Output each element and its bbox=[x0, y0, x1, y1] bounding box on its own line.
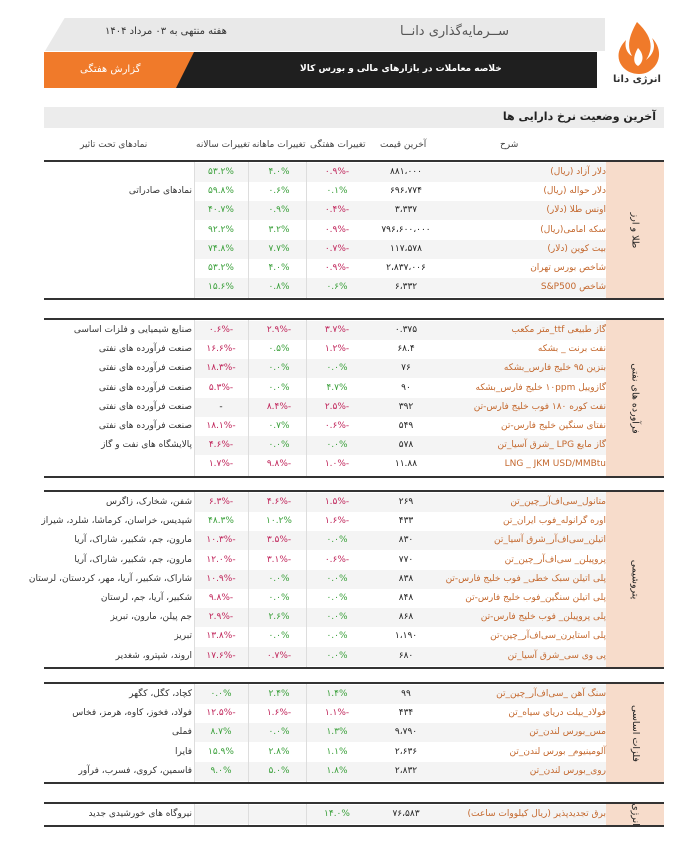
cell-desc: پی وی سی_شرق آسیا_تن bbox=[507, 650, 606, 661]
cell-monthly bbox=[254, 805, 304, 824]
cell-weekly: ۰.۰% bbox=[326, 631, 348, 642]
header-price: آخرین قیمت bbox=[380, 140, 427, 150]
cell-desc: مس_بورس لندن_تن bbox=[529, 727, 606, 738]
cell-monthly: ۰.۷% bbox=[268, 421, 290, 431]
cell-monthly: ۴.۰% bbox=[268, 263, 290, 273]
cell-weekly: -۱.۵% bbox=[324, 497, 350, 507]
cell-weekly: ۰.۰% bbox=[326, 440, 348, 451]
cell-price: ۹۹ bbox=[401, 689, 411, 699]
cell-price: ۷۷۰ bbox=[398, 554, 414, 565]
cell-yearly: ۴۰.۷% bbox=[208, 205, 234, 216]
summary-title: خلاصه معاملات در بازارهای مالی و بورس کالا bbox=[300, 64, 502, 74]
cell-monthly: ۱۰.۲% bbox=[266, 516, 292, 527]
cell-weekly: ۱.۱% bbox=[326, 746, 348, 757]
cell-symbols bbox=[46, 278, 192, 297]
cell-monthly: ۰.۶% bbox=[268, 186, 290, 197]
cell-price: ۳۹۲ bbox=[398, 401, 414, 412]
cell-price: ۷۶ bbox=[401, 363, 411, 374]
section-label bbox=[606, 492, 664, 667]
cell-price: ۸۳۸ bbox=[398, 573, 414, 584]
cell-weekly: ۱.۸% bbox=[326, 765, 348, 776]
cell-price: ۴۳۴ bbox=[398, 708, 414, 719]
section-label-text: فلزات اساسی bbox=[629, 704, 641, 762]
cell-yearly: -۴.۶% bbox=[208, 440, 234, 451]
cell-monthly: ۲.۴% bbox=[268, 689, 290, 699]
column-divider bbox=[306, 162, 307, 298]
cell-price: ۴۳۳ bbox=[398, 516, 414, 527]
cell-monthly: -۸.۴% bbox=[266, 401, 292, 412]
cell-monthly: ۰.۰% bbox=[268, 631, 290, 642]
cell-symbols: فایرا bbox=[174, 746, 192, 757]
cell-symbols: شاراک، شکبیر، آریا، مهر، کردستان، لرستان bbox=[28, 573, 192, 584]
cell-weekly: -۳.۷% bbox=[324, 325, 350, 335]
cell-symbols bbox=[46, 221, 192, 240]
cell-desc: LNG _ JKM USD/MMBtu bbox=[504, 459, 606, 470]
cell-desc: پلی اتیلن سنگین_فوب خلیج فارس-تن bbox=[465, 593, 606, 603]
cell-symbols: صنعت فرآورده های نفتی bbox=[98, 421, 192, 431]
cell-yearly: -۱۰.۳% bbox=[206, 535, 236, 546]
cell-symbols: پالایشگاه های نفت و گاز bbox=[101, 440, 192, 451]
header-yearly: تغییرات سالانه bbox=[196, 140, 250, 150]
cell-yearly: -۱۰.۹% bbox=[206, 573, 236, 584]
cell-symbols: شکبیر، آریا، جم، لرستان bbox=[100, 593, 192, 603]
cell-yearly: ۵۹.۸% bbox=[208, 186, 234, 197]
column-divider bbox=[248, 804, 249, 825]
cell-monthly: ۲.۶% bbox=[268, 612, 290, 623]
column-divider bbox=[248, 162, 249, 298]
column-divider bbox=[306, 804, 307, 825]
cell-symbols: نمادهای صادراتی bbox=[128, 186, 192, 197]
cell-yearly: -۱۳.۸% bbox=[206, 631, 236, 642]
cell-symbols: مارون، جم، شکبیر، شاراک، آریا bbox=[74, 554, 192, 565]
cell-weekly: -۰.۹% bbox=[324, 263, 350, 273]
cell-symbols bbox=[46, 240, 192, 259]
cell-yearly: -۱.۷% bbox=[208, 459, 234, 470]
section-label-text: طلا و ارز bbox=[629, 212, 641, 248]
cell-yearly: -۱۸.۱% bbox=[206, 421, 236, 431]
cell-price: ۳،۳۳۷ bbox=[394, 205, 418, 216]
cell-price: ۹۰ bbox=[401, 382, 411, 393]
cell-weekly: ۰.۰% bbox=[326, 535, 348, 546]
cell-price: ۲۶۹ bbox=[398, 497, 414, 507]
cell-symbols: شپدیس، خراسان، کرماشا، شلرد، شیراز bbox=[41, 516, 192, 527]
cell-desc: اتیلن_سی‌اف‌آر_شرق آسیا_تن bbox=[494, 535, 606, 546]
cell-desc: بیت کوین (دلار) bbox=[547, 243, 606, 254]
cell-symbols bbox=[46, 455, 192, 474]
cell-price: ۸۸۱،۰۰۰ bbox=[390, 167, 422, 177]
cell-desc: آلومینیوم_ بورس لندن_تن bbox=[509, 746, 606, 757]
cell-monthly: ۰.۰% bbox=[268, 363, 290, 374]
cell-monthly: ۵.۰% bbox=[268, 765, 290, 776]
cell-symbols: جم پیلن، مارون، تبریز bbox=[110, 612, 192, 623]
cell-yearly: -۱۲.۰% bbox=[206, 554, 236, 565]
cell-yearly: -۵.۳% bbox=[208, 382, 234, 393]
column-divider bbox=[248, 320, 249, 476]
cell-symbols: صنعت فرآورده های نفتی bbox=[98, 382, 192, 393]
header-monthly: تغییرات ماهانه bbox=[252, 140, 306, 150]
cell-desc: روی_بورس لندن_تن bbox=[529, 765, 606, 776]
cell-desc: پروپیلن_ سی‌اف‌آر_چین_تن bbox=[504, 554, 606, 565]
cell-price: ۶،۳۳۲ bbox=[394, 282, 418, 293]
cell-weekly: -۰.۹% bbox=[324, 167, 350, 177]
cell-monthly: -۳.۵% bbox=[266, 535, 292, 546]
column-divider bbox=[248, 492, 249, 667]
cell-yearly: -۱۸.۳% bbox=[206, 363, 236, 374]
column-divider bbox=[194, 320, 195, 476]
section-label-text: پتروشیمی bbox=[629, 559, 641, 600]
cell-symbols bbox=[46, 259, 192, 278]
cell-monthly: -۰.۷% bbox=[266, 650, 292, 661]
cell-price: ۸۳۰ bbox=[398, 535, 414, 546]
cell-desc: شاخص S&P500 bbox=[540, 282, 606, 293]
cell-desc: متانول_سی‌اف‌آر_چین_تن bbox=[510, 497, 606, 507]
cell-yearly: - bbox=[219, 401, 223, 412]
cell-yearly: -۶.۳% bbox=[208, 497, 234, 507]
cell-desc: گازوییل ۱۰ppm خلیج فارس_بشکه bbox=[475, 382, 606, 393]
cell-desc: برق تجدیدپذیر (ریال کیلووات ساعت) bbox=[467, 809, 606, 819]
cell-desc: اوره گرانوله_فوب ایران_تن bbox=[503, 516, 606, 527]
cell-monthly: ۰.۰% bbox=[268, 382, 290, 393]
cell-desc: اونس طلا (دلار) bbox=[546, 205, 606, 216]
cell-symbols: صنایع شیمیایی و فلزات اساسی bbox=[73, 325, 192, 335]
cell-monthly: -۳.۱% bbox=[266, 554, 292, 565]
cell-yearly: -۹.۸% bbox=[208, 593, 234, 603]
cell-monthly: ۰.۰% bbox=[268, 593, 290, 603]
cell-yearly: ۹.۰% bbox=[210, 765, 232, 776]
cell-weekly: -۱.۲% bbox=[324, 344, 350, 355]
cell-price: ۱۱۷،۵۷۸ bbox=[390, 243, 422, 254]
cell-desc: دلار حواله (ریال) bbox=[543, 186, 606, 197]
cell-desc: دلار آزاد (ریال) bbox=[550, 167, 606, 177]
week-label: هفته منتهی به ۰۳ مرداد ۱۴۰۴ bbox=[105, 26, 227, 37]
column-divider bbox=[194, 492, 195, 667]
cell-monthly: ۰.۸% bbox=[268, 282, 290, 293]
cell-yearly: ۰.۰% bbox=[210, 689, 232, 699]
cell-weekly: ۰.۰% bbox=[326, 650, 348, 661]
cell-desc: نفتای سنگین خلیج فارس-تن bbox=[501, 421, 606, 431]
cell-weekly: -۰.۴% bbox=[324, 205, 350, 216]
cell-weekly: -۰.۶% bbox=[324, 554, 350, 565]
cell-symbols: کچاد، کگل، کگهر bbox=[129, 689, 192, 699]
cell-desc: سنگ آهن _سی‌اف‌آر_چین_تن bbox=[496, 689, 606, 699]
column-divider bbox=[306, 684, 307, 782]
section-label bbox=[606, 684, 664, 782]
cell-monthly: ۴.۰% bbox=[268, 167, 290, 177]
cell-monthly: -۲.۹% bbox=[266, 325, 292, 335]
cell-yearly: -۱۶.۶% bbox=[206, 344, 236, 355]
cell-price: ۲،۸۳۲ bbox=[394, 765, 418, 776]
cell-monthly: -۴.۶% bbox=[266, 497, 292, 507]
cell-price: ۸۶۸ bbox=[398, 612, 414, 623]
cell-symbols: فاسمین، کروی، فسرب، فرآور bbox=[78, 765, 192, 776]
cell-yearly: ۱۵.۶% bbox=[208, 282, 234, 293]
cell-price: ۵۷۸ bbox=[398, 440, 414, 451]
cell-yearly: ۵۳.۲% bbox=[208, 263, 234, 273]
column-divider bbox=[194, 804, 195, 825]
cell-symbols bbox=[46, 201, 192, 220]
cell-yearly: ۸.۷% bbox=[210, 727, 232, 738]
cell-price: ۰.۳۷۵ bbox=[394, 325, 418, 335]
cell-desc: گاز طبیعی ttf_متر مکعب bbox=[511, 325, 606, 335]
cell-desc: فولاد_بیلت دریای سیاه_تن bbox=[508, 708, 606, 719]
cell-weekly: -۰.۷% bbox=[324, 243, 350, 254]
cell-price: ۵۴۹ bbox=[398, 421, 414, 431]
cell-yearly: -۱۷.۶% bbox=[206, 650, 236, 661]
cell-weekly: ۰.۰% bbox=[326, 363, 348, 374]
cell-weekly: -۲.۵% bbox=[324, 401, 350, 412]
cell-desc: سکه امامی(ریال) bbox=[540, 224, 606, 235]
cell-symbols: فملی bbox=[172, 727, 192, 738]
cell-monthly: ۳.۲% bbox=[268, 224, 290, 235]
cell-price: ۶۸۰ bbox=[398, 650, 414, 661]
cell-weekly: -۱.۱% bbox=[324, 708, 350, 719]
cell-yearly: ۹۲.۲% bbox=[208, 224, 234, 235]
header-weekly: تغییرات هفتگی bbox=[310, 140, 366, 150]
cell-yearly: -۱۲.۵% bbox=[206, 708, 236, 719]
logo-text: انرژی دانا bbox=[613, 74, 661, 85]
cell-weekly: ۰.۰% bbox=[326, 573, 348, 584]
cell-desc: بنزین ۹۵ خلیج فارس_بشکه bbox=[503, 363, 606, 374]
cell-weekly: ۰.۱% bbox=[326, 186, 348, 197]
cell-desc: پلی استایرن_سی‌اف‌آر_چین-تن bbox=[490, 631, 606, 642]
cell-price: ۸۴۸ bbox=[398, 593, 414, 603]
column-divider bbox=[194, 162, 195, 298]
cell-weekly: -۱.۰% bbox=[324, 459, 350, 470]
cell-symbols bbox=[46, 163, 192, 182]
cell-desc: گاز مایع LPG _شرق آسیا_تن bbox=[497, 440, 606, 451]
cell-monthly: ۷.۷% bbox=[268, 243, 290, 254]
cell-yearly: ۷۴.۸% bbox=[208, 243, 234, 254]
column-divider bbox=[194, 684, 195, 782]
header-symbols: نمادهای تحت تاثیر bbox=[80, 140, 148, 150]
cell-weekly: ۱۴.۰% bbox=[324, 809, 350, 819]
cell-monthly: ۰.۰% bbox=[268, 727, 290, 738]
column-divider bbox=[306, 492, 307, 667]
cell-weekly: -۱.۶% bbox=[324, 516, 350, 527]
cell-desc: شاخص بورس تهران bbox=[530, 263, 606, 273]
cell-yearly: -۰.۶% bbox=[208, 325, 234, 335]
cell-monthly: ۰.۰% bbox=[268, 440, 290, 451]
brand-title: ســرمایه‌گذاری دانــا bbox=[400, 24, 510, 39]
cell-yearly bbox=[196, 805, 246, 824]
cell-symbols: مارون، جم، شکبیر، شاراک، آریا bbox=[74, 535, 192, 546]
cell-yearly: ۵۳.۲% bbox=[208, 167, 234, 177]
cell-monthly: ۰.۰% bbox=[268, 573, 290, 584]
cell-weekly: ۴.۷% bbox=[326, 382, 348, 393]
cell-weekly: -۰.۹% bbox=[324, 224, 350, 235]
section-label-text: انرژی bbox=[629, 803, 641, 826]
cell-yearly: -۲.۹% bbox=[208, 612, 234, 623]
cell-price: ۷۹۶،۶۰۰،۰۰۰ bbox=[381, 224, 431, 235]
column-divider bbox=[306, 320, 307, 476]
cell-price: ۶۸.۴ bbox=[397, 344, 415, 355]
cell-weekly: ۰.۰% bbox=[326, 593, 348, 603]
cell-price: ۲،۸۳۷،۰۰۶ bbox=[386, 263, 426, 273]
section-label-text: فرآورده های نفتی bbox=[629, 362, 641, 434]
cell-symbols: صنعت فرآورده های نفتی bbox=[98, 401, 192, 412]
cell-price: ۲،۶۳۶ bbox=[394, 746, 418, 757]
section-label bbox=[606, 804, 664, 825]
cell-weekly: ۰.۰% bbox=[326, 612, 348, 623]
cell-price: ۶۹۶،۷۷۴ bbox=[390, 186, 422, 197]
cell-yearly: ۴۸.۳% bbox=[208, 516, 234, 527]
header-desc: شرح bbox=[500, 140, 519, 150]
cell-symbols: تبریز bbox=[174, 631, 192, 642]
cell-symbols: نیروگاه های خورشیدی جدید bbox=[88, 809, 192, 819]
cell-monthly: -۱.۶% bbox=[266, 708, 292, 719]
cell-desc: پلی پروپیلن_ فوب خلیج فارس-تن bbox=[480, 612, 606, 623]
column-divider bbox=[248, 684, 249, 782]
cell-monthly: ۰.۵% bbox=[268, 344, 290, 355]
cell-desc: پلی اتیلن سبک خطی_ فوب خلیج فارس-تن bbox=[445, 573, 606, 584]
cell-price: ۹،۷۹۰ bbox=[394, 727, 418, 738]
cell-price: ۱،۱۹۰ bbox=[394, 631, 418, 642]
cell-weekly: -۰.۶% bbox=[324, 421, 350, 431]
cell-weekly: ۱.۴% bbox=[326, 689, 348, 699]
cell-desc: نفت برنت _ بشکه bbox=[537, 344, 606, 355]
table-title: آخرین وضعیت نرخ دارایی ها bbox=[502, 110, 656, 123]
section-label bbox=[606, 162, 664, 298]
cell-desc: نفت کوره ۱۸۰ فوب خلیج فارس-تن bbox=[473, 401, 606, 412]
cell-symbols: اروند، شپترو، شغدیر bbox=[115, 650, 192, 661]
section-label bbox=[606, 320, 664, 476]
cell-price: ۷۶،۵۸۳ bbox=[392, 809, 420, 819]
report-type: گزارش هفتگی bbox=[80, 64, 141, 75]
cell-weekly: ۰.۶% bbox=[326, 282, 348, 293]
cell-symbols: صنعت فرآورده های نفتی bbox=[98, 344, 192, 355]
cell-monthly: ۲.۸% bbox=[268, 746, 290, 757]
cell-symbols: صنعت فرآورده های نفتی bbox=[98, 363, 192, 374]
cell-weekly: ۱.۳% bbox=[326, 727, 348, 738]
cell-yearly: ۱۵.۹% bbox=[208, 746, 234, 757]
cell-monthly: -۹.۸% bbox=[266, 459, 292, 470]
cell-symbols: فولاد، فخوز، کاوه، هرمز، فخاس bbox=[72, 708, 192, 719]
cell-price: ۱۱.۸۸ bbox=[394, 459, 418, 470]
cell-monthly: ۰.۹% bbox=[268, 205, 290, 216]
cell-symbols: شفن، شخارک، زاگرس bbox=[105, 497, 192, 507]
